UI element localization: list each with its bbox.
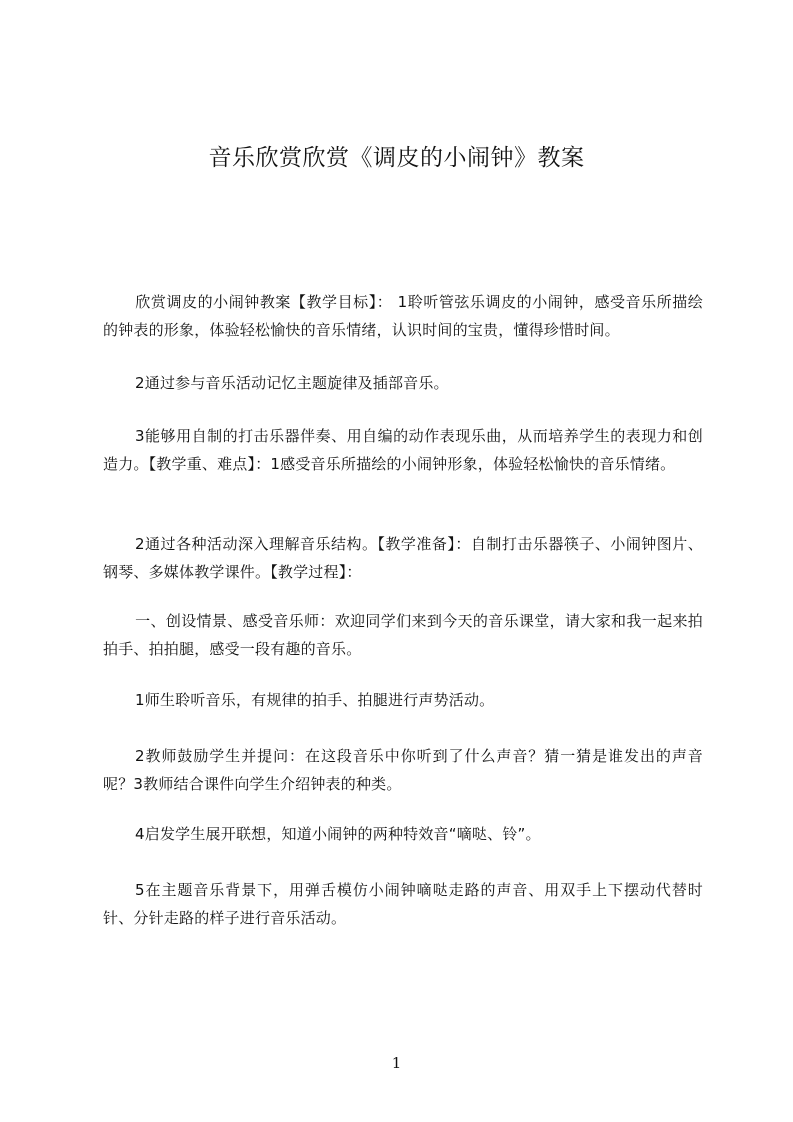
paragraph-preparation: [103, 530, 703, 586]
paragraph-text: 2通过各种活动深入理解音乐结构。【教学准备】：自制打击乐器筷子、小闹钟图片、钢琴、多媒体教学课件。【教学过程】：: [103, 535, 703, 581]
document-title: 音乐欣赏欣赏《调皮的小闹钟》教案: [208, 145, 585, 171]
paragraph-process-intro: [103, 607, 703, 663]
paragraph-text: 2通过参与音乐活动记忆主题旋律及插部音乐。: [135, 374, 449, 392]
paragraph-step-2: [103, 742, 703, 798]
paragraph-text: 4启发学生展开联想，知道小闹钟的两种特效音“嘀哒、铃”。: [135, 825, 541, 843]
paragraph-text: 1师生聆听音乐，有规律的拍手、拍腿进行声势活动。: [135, 691, 495, 709]
paragraph-text: 5在主题音乐背景下，用弹舌模仿小闹钟嘀哒走路的声音、用双手上下摆动代替时针、分针走路的样子进行音乐活动。: [103, 881, 703, 927]
paragraph-text: 2教师鼓励学生并提问：在这段音乐中你听到了什么声音？猜一猜是谁发出的声音呢？3教师结合课件向学生介绍钟表的种类。: [103, 747, 703, 793]
paragraph-step-4: [103, 820, 703, 848]
paragraph-text: 一、创设情景、感受音乐师：欢迎同学们来到今天的音乐课堂，请大家和我一起来拍拍手、拍拍腿，感受一段有趣的音乐。: [103, 612, 703, 658]
paragraph-objective-3: [103, 422, 703, 478]
paragraph-step-5: [103, 876, 703, 932]
page-number: 1: [391, 1054, 402, 1072]
paragraph-text: 欣赏调皮的小闹钟教案【教学目标】： 1聆听管弦乐调皮的小闹钟，感受音乐所描绘的钟表的形象，体验轻松愉快的音乐情绪，认识时间的宝贵，懂得珍惜时间。: [103, 293, 703, 339]
paragraph-teaching-objectives: [103, 288, 703, 344]
paragraph-objective-2: [103, 369, 703, 397]
paragraph-text: 3能够用自制的打击乐器伴奏、用自编的动作表现乐曲，从而培养学生的表现力和创造力。【教学重、难点】：1感受音乐所描绘的小闹钟形象，体验轻松愉快的音乐情绪。: [103, 427, 703, 473]
paragraph-step-1: [103, 686, 703, 714]
